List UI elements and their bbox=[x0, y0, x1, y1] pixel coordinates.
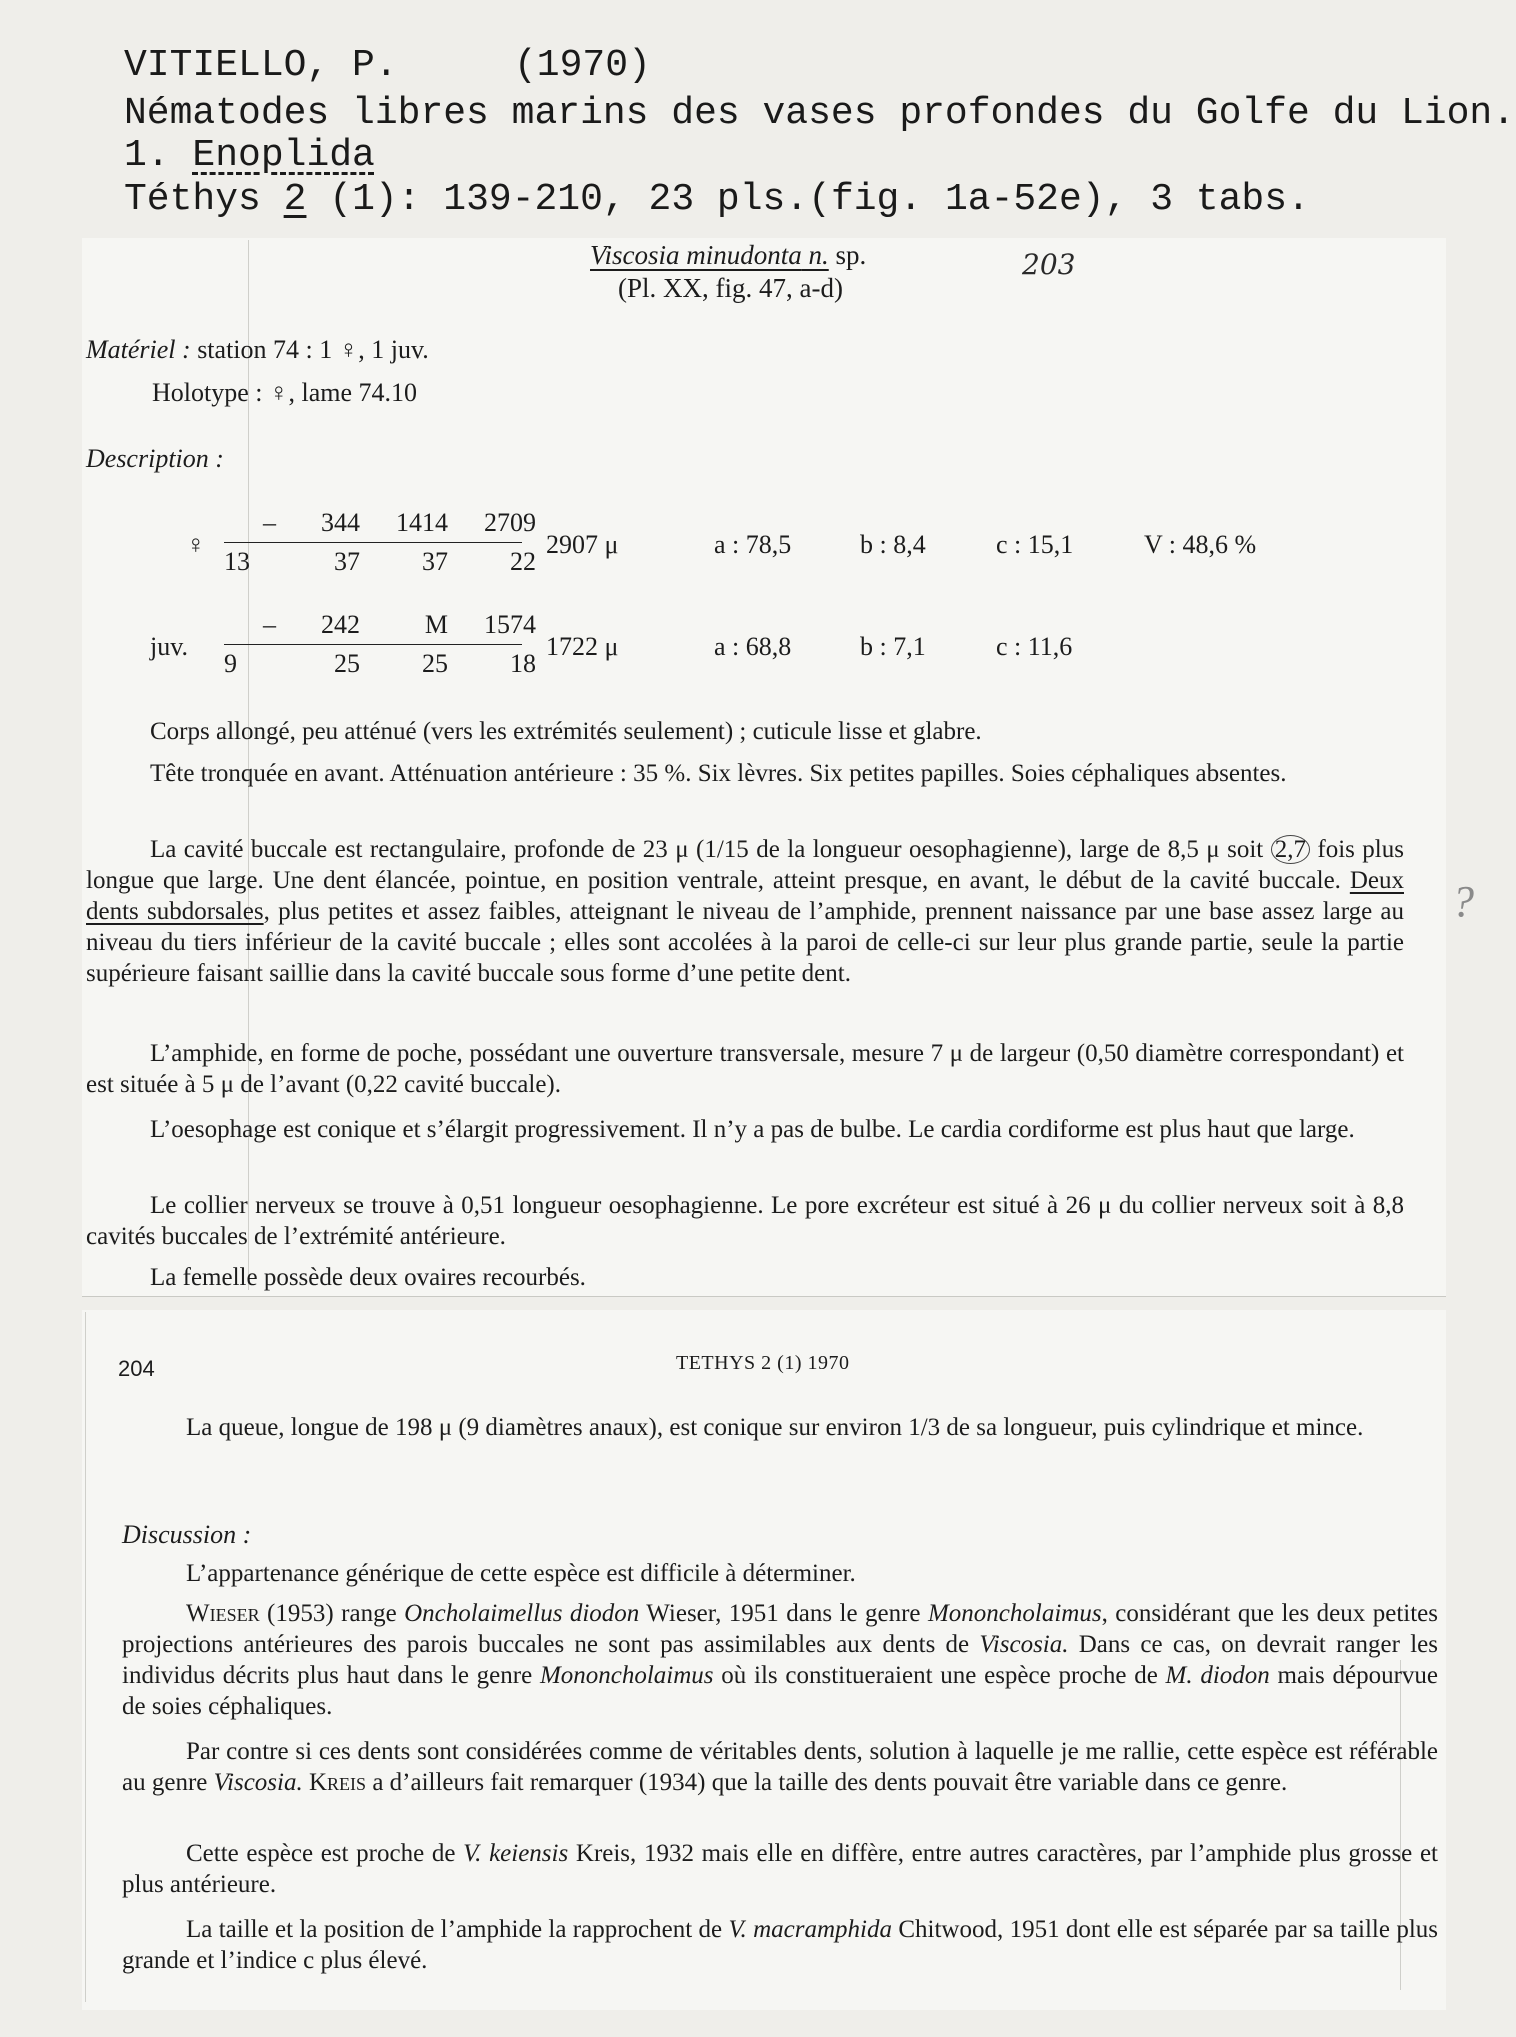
female-v: V : 48,6 % bbox=[1144, 530, 1257, 559]
female-c: c : 15,1 bbox=[996, 530, 1074, 559]
species-plate-ref: (Pl. XX, fig. 47, a-d) bbox=[618, 273, 843, 303]
species-name: Viscosia minudonta n. sp. bbox=[590, 240, 867, 270]
underlined-phrase: Deux dents subdorsales bbox=[86, 867, 1404, 925]
female-b: b : 8,4 bbox=[860, 530, 926, 559]
paragraph-femelle: La femelle possède deux ovaires recourbés. bbox=[150, 1264, 586, 1291]
juvenile-b: b : 7,1 bbox=[860, 632, 926, 661]
margin-question-mark: ? bbox=[1452, 877, 1474, 926]
juvenile-label: juv. bbox=[150, 632, 189, 661]
paragraph-corps: Corps allongé, peu atténué (vers les extrémités seulement) ; cuticule lisse et glabre. bbox=[150, 718, 982, 745]
citation-volume: 2 bbox=[283, 178, 307, 221]
description-heading: Description : bbox=[86, 444, 224, 473]
paragraph-oesophage: L’oesophage est conique et s’élargit progressivement. Il n’y a pas de bulbe. Le cardia cordiforme est plus haut que large. bbox=[150, 1116, 1355, 1143]
paragraph-collier: Le collier nerveux se trouve à 0,51 longueur oesophagienne. Le pore excréteur est situé à 26 μ du collier nerveux soit à 8,8 cavités buccales de l’extrémité antérieure. bbox=[86, 1192, 1404, 1250]
paragraph-par-contre: Par contre si ces dents sont considérées comme de véritables dents, solution à laquelle je me rallie, cette espèce est référable au genre Viscosia. Kreis a d’ailleurs fait remarquer (1934) que la taille des dents pouvait être variable dans ce genre. bbox=[122, 1738, 1438, 1796]
handwritten-page-number: 203 bbox=[1022, 248, 1076, 281]
materiel-row: Matériel : station 74 : 1 ♀, 1 juv. bbox=[86, 335, 429, 364]
paragraph-proche: Cette espèce est proche de V. keiensis Kreis, 1932 mais elle en diffère, entre autres caractères, par l’amphide plus grosse et plus antérieure. bbox=[122, 1840, 1438, 1898]
juvenile-formula: – 242 M 1574 9 25 25 18 bbox=[224, 610, 536, 678]
paragraph-tete: Tête tronquée en avant. Atténuation antérieure : 35 %. Six lèvres. Six petites papilles. Soies céphaliques absentes. bbox=[150, 760, 1287, 787]
fraction-bar bbox=[224, 644, 522, 645]
juvenile-total-length: 1722 μ bbox=[546, 632, 619, 661]
paragraph-taille: La taille et la position de l’amphide la rapprochent de V. macramphida Chitwood, 1951 dont elle est séparée par sa taille plus grande et l’indice c plus élevé. bbox=[122, 1916, 1438, 1974]
female-formula: – 344 1414 2709 13 37 37 22 bbox=[224, 508, 536, 576]
juvenile-c: c : 11,6 bbox=[996, 632, 1073, 661]
female-symbol: ♀ bbox=[186, 530, 206, 559]
discussion-heading: Discussion : bbox=[122, 1520, 252, 1549]
fraction-bar bbox=[224, 542, 522, 543]
subtitle-number: 1. bbox=[124, 134, 170, 177]
header-subtitle bbox=[124, 134, 375, 178]
juvenile-a: a : 68,8 bbox=[714, 632, 792, 661]
female-a: a : 78,5 bbox=[714, 530, 792, 559]
paragraph-cavite-buccale: La cavité buccale est rectangulaire, profonde de 23 μ (1/15 de la longueur oesophagienne), large de 8,5 μ soit 2,7 fois plus longue que large. Une dent élancée, pointue, en position ventrale, atteint presque, en avant, le début de la cavité buccale. Deux dents subdorsales, plus petites et assez faibles, atteignant le niveau de l’amphide, prennent naissance par une base assez large au niveau du tiers inférieur de la cavité buccale ; elles sont accolées à la paroi de celle-ci sur leur plus grande partie, seule la partie supérieure faisant saillie dans la cavité buccale sous forme d’une petite dent. bbox=[86, 836, 1405, 987]
circled-value: 2,7 bbox=[1271, 835, 1310, 864]
female-total-length: 2907 μ bbox=[546, 530, 619, 559]
header-citation: Téthys 2 (1): 139-210, 23 pls.(fig. 1a-52e), 3 tabs. bbox=[124, 178, 1310, 221]
paragraph-wieser: Wieser (1953) range Oncholaimellus diodon Wieser, 1951 dans le genre Mononcholaimus, considérant que les deux petites projections antérieures des parois buccales ne sont pas assimilables aux dents de Viscosia. Dans ce cas, on devrait ranger les individus décrits plus haut dans le genre Mononcholaimus où ils constitueraient une espèce proche de M. diodon mais dépourvue de soies céphaliques. bbox=[122, 1600, 1438, 1720]
subtitle-order: Enoplida bbox=[192, 134, 375, 177]
header-author: VITIELLO, P. bbox=[124, 44, 398, 87]
page-number: 204 bbox=[118, 1356, 155, 1381]
paragraph-appartenance: L’appartenance générique de cette espèce est difficile à déterminer. bbox=[186, 1560, 856, 1587]
holotype-row: Holotype : ♀, lame 74.10 bbox=[152, 378, 418, 407]
running-head: TETHYS 2 (1) 1970 bbox=[676, 1352, 850, 1374]
header-year: (1970) bbox=[514, 44, 651, 87]
header-title: Nématodes libres marins des vases profondes du Golfe du Lion. bbox=[124, 92, 1516, 135]
paragraph-queue: La queue, longue de 198 μ (9 diamètres anaux), est conique sur environ 1/3 de sa longueur, puis cylindrique et mince. bbox=[186, 1414, 1364, 1441]
paragraph-amphide: L’amphide, en forme de poche, possédant une ouverture transversale, mesure 7 μ de largeur (0,50 diamètre correspondant) et est située à 5 μ de l’avant (0,22 cavité buccale). bbox=[86, 1040, 1404, 1098]
crease-line bbox=[85, 1312, 86, 2002]
